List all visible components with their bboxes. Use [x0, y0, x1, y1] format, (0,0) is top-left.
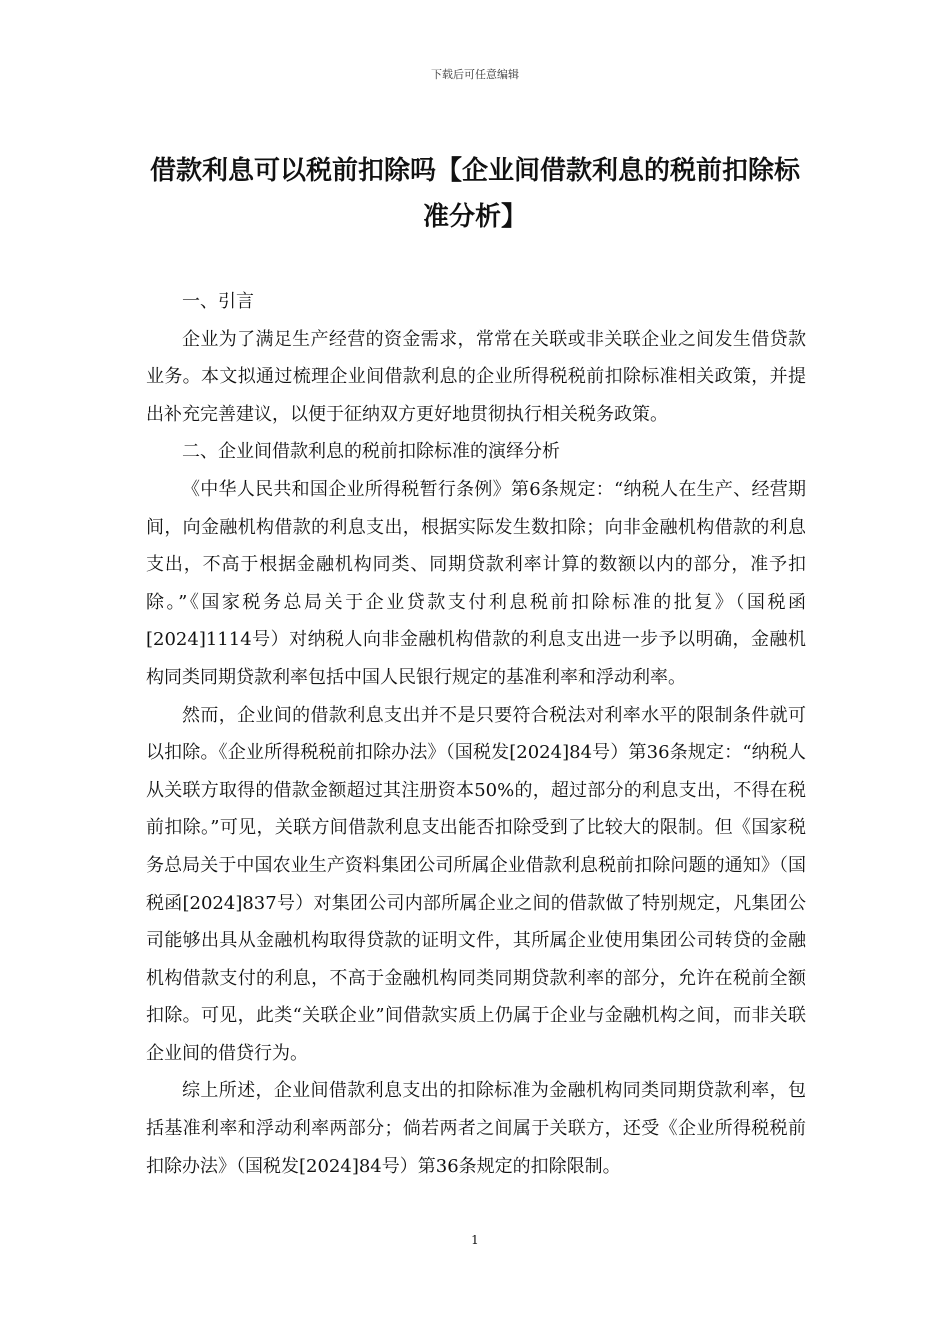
section-heading-intro: 一、引言	[182, 291, 254, 312]
paragraph-related-party: 然而，企业间的借款利息支出并不是只要符合税法对利率水平的限制条件就可以扣除。《企业所得税税前扣除办法》（国税发[2024]84号）第36条规定：“纳税人从关联方取得的借款金额超过其注册资本50%的，超过部分的利息支出，不得在税前扣除。”可见，关联方间借款利息支出能否扣除受到了比较大的限制。但《国家税务总局关于中国农业生产资料集团公司所属企业借款利息税前扣除问题的通知》（国税函[2024]837号）对集团公司内部所属企业之间的借款做了特别规定，凡集团公司能够出具从金融机构取得贷款的证明文件，其所属企业使用集团公司转贷的金融机构借款支付的利息，不高于金融机构同类同期贷款利率的部分，允许在税前全额扣除。可见，此类“关联企业”间借款实质上仍属于企业与金融机构之间，而非关联企业间的借贷行为。	[146, 704, 806, 1064]
paragraph-intro: 企业为了满足生产经营的资金需求，常常在关联或非关联企业之间发生借贷款业务。本文拟通过梳理企业间借款利息的企业所得税税前扣除标准相关政策，并提出补充完善建议，以便于征纳双方更好地贯彻执行相关税务政策。	[146, 328, 806, 425]
page-number: 1	[471, 1233, 479, 1247]
document-body	[146, 283, 806, 1185]
paragraph-summary: 综上所述，企业间借款利息支出的扣除标准为金融机构同类同期贷款利率，包括基准利率和浮动利率两部分；倘若两者之间属于关联方，还受《企业所得税税前扣除办法》（国税发[2024]84号）第36条规定的扣除限制。	[146, 1080, 806, 1177]
header-note: 下载后可任意编辑	[431, 68, 519, 81]
document-title: 借款利息可以税前扣除吗【企业间借款利息的税前扣除标准分析】	[149, 156, 800, 232]
paragraph-regulation: 《中华人民共和国企业所得税暂行条例》第6条规定：“纳税人在生产、经营期间，向金融机构借款的利息支出，根据实际发生数扣除；向非金融机构借款的利息支出，不高于根据金融机构同类、同期贷款利率计算的数额以内的部分，准予扣除。”《国家税务总局关于企业贷款支付利息税前扣除标准的批复》（国税函[2024]1114号）对纳税人向非金融机构借款的利息支出进一步予以明确，金融机构同类同期贷款利率包括中国人民银行规定的基准利率和浮动利率。	[146, 478, 806, 688]
section-heading-analysis: 二、企业间借款利息的税前扣除标准的演绎分析	[182, 441, 560, 463]
